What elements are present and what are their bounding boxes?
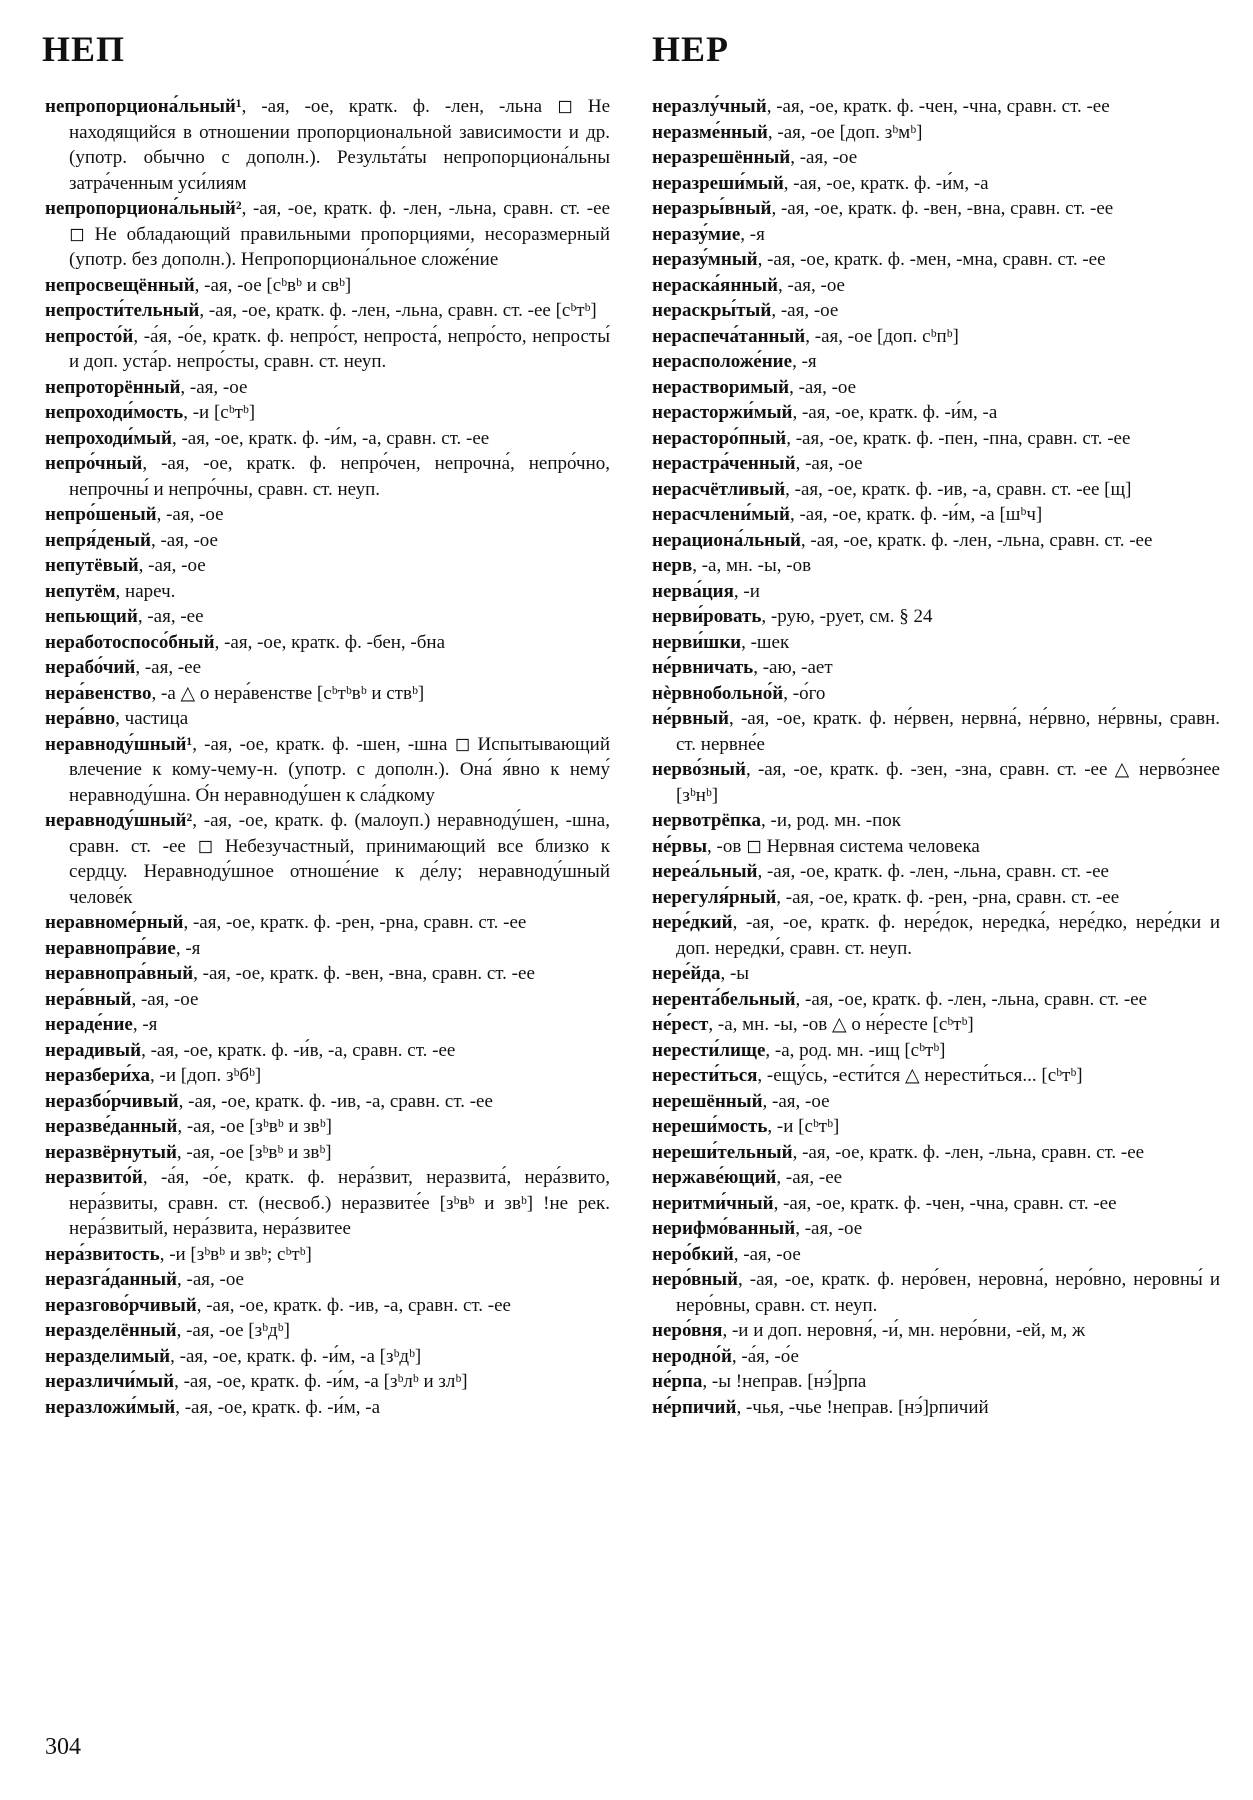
dictionary-entry bbox=[45, 1114, 610, 1140]
entry-headword: нерешённый bbox=[652, 1090, 763, 1112]
dictionary-entry bbox=[45, 1293, 610, 1319]
entry-body: , -и и доп. неровня́, -и́, мн. неро́вни, -ей, м, ж bbox=[722, 1320, 1086, 1341]
entry-body: , -ая, -ое [доп. зᵇмᵇ] bbox=[767, 121, 923, 143]
entry-headword: неразме́нный bbox=[652, 121, 768, 143]
dictionary-entry bbox=[652, 1165, 1220, 1191]
entry-body: , -а △ о нера́венстве [сᵇтᵇвᵇ и ствᵇ] bbox=[151, 682, 425, 704]
dictionary-entry bbox=[45, 579, 610, 605]
entry-headword: нервотрёпка bbox=[652, 810, 761, 831]
dictionary-entry bbox=[45, 706, 610, 732]
entry-headword: неразвито́й bbox=[45, 1167, 143, 1188]
entry-body: , -ая, -ее bbox=[137, 606, 204, 627]
entry-headword: неразга́данный bbox=[45, 1269, 177, 1290]
entry-headword: нереа́льный bbox=[652, 861, 758, 882]
entry-headword: неразлу́чный bbox=[652, 96, 767, 117]
entry-body: , -а́я, -о́е, кратк. ф. непро́ст, непроста́, непро́сто, непросты́ и доп. уста́р. непро́сты, сравн. ст. неуп. bbox=[69, 325, 610, 372]
entry-body: , -а, мн. -ы, -ов △ о не́ресте [сᵇтᵇ] bbox=[708, 1014, 974, 1035]
dictionary-entry bbox=[652, 1216, 1220, 1242]
entry-body: , -ая, -ое, кратк. ф. -вен, -вна, сравн. ст. -ее bbox=[771, 198, 1114, 219]
entry-body: , -и bbox=[733, 580, 760, 602]
entry-body: , нареч. bbox=[115, 580, 176, 602]
entry-headword: неразделённый bbox=[45, 1320, 177, 1341]
dictionary-entry bbox=[45, 324, 610, 375]
dictionary-entry bbox=[652, 1012, 1220, 1038]
entry-body: , -ая, -ое, кратк. ф. -и́м, -а [шᵇч] bbox=[789, 504, 1043, 525]
dictionary-entry bbox=[45, 936, 610, 962]
entry-headword: нераскры́тый bbox=[652, 300, 772, 321]
entry-body: , -ая, -ое, кратк. ф. непро́чен, непрочна́, непро́чно, непрочны́ и непро́чны, сравн. ст. неуп. bbox=[69, 453, 610, 500]
dictionary-entry bbox=[45, 1038, 610, 1064]
dictionary-entry bbox=[45, 196, 610, 273]
entry-body: , -ая, -ое, кратк. ф. -лен, -льна ◻ Не находящийся в отношении пропорциональной зависимости и др. (употр. обычно с дополн.). Результа́ты непропорциона́льны затра́ченным уси́лиям bbox=[69, 96, 610, 194]
entry-headword: неритми́чный bbox=[652, 1192, 774, 1214]
entry-body: , -ая, -ое, кратк. ф. -и́м, -а bbox=[783, 172, 989, 194]
entry-body: , -ая, -ее bbox=[135, 657, 202, 678]
entry-headword: непропорциона́льный² bbox=[45, 198, 242, 219]
page-header-right: НЕР bbox=[652, 29, 730, 69]
entry-headword: неразреши́мый bbox=[652, 172, 784, 194]
entry-body: , -ая, -ое, кратк. ф. -бен, -бна bbox=[214, 631, 446, 653]
dictionary-entry bbox=[652, 961, 1220, 987]
dictionary-entry bbox=[45, 1012, 610, 1038]
entry-headword: неродно́й bbox=[652, 1345, 732, 1367]
entry-headword: нерасторжи́мый bbox=[652, 402, 793, 423]
dictionary-entry bbox=[45, 94, 610, 196]
entry-headword: не́рвный bbox=[652, 708, 729, 729]
entry-body: , -рую, -рует, см. § 24 bbox=[761, 606, 933, 627]
dictionary-entry bbox=[45, 426, 610, 452]
entry-headword: неравнопра́вный bbox=[45, 963, 194, 984]
entry-body: , -ая, -ое [доп. сᵇпᵇ] bbox=[805, 325, 959, 347]
entry-body: , -ая, -ое, кратк. ф. -лен, -льна, сравн. ст. -ее ◻ Не обладающий правильными пропорциями, несоразмерный (употр. без дополн.). Непропорциона́льное сложе́ние bbox=[69, 198, 610, 270]
dictionary-entry bbox=[45, 655, 610, 681]
entry-headword: непутёвый bbox=[45, 555, 139, 576]
entry-headword: непропорциона́льный¹ bbox=[45, 96, 242, 117]
dictionary-entry bbox=[652, 273, 1220, 299]
entry-headword: нержаве́ющий bbox=[652, 1167, 777, 1188]
entry-headword: нера́вно bbox=[45, 708, 116, 729]
left-column bbox=[45, 94, 610, 1420]
entry-body: , -ая, -ое, кратк. ф. -рен, -рна, сравн. ст. -ее bbox=[183, 912, 527, 933]
entry-headword: нерегуля́рный bbox=[652, 886, 777, 908]
entry-body: , -ая, -ее bbox=[776, 1167, 843, 1188]
dictionary-entry bbox=[652, 1395, 1220, 1421]
entry-body: , -ая, -ое bbox=[150, 529, 218, 551]
entry-headword: нере́йда bbox=[652, 963, 721, 984]
entry-body: , -ая, -ое, кратк. ф. -зен, -зна, сравн. ст. -ее △ нерво́знее [зᵇнᵇ] bbox=[676, 759, 1220, 806]
entry-body: , -я bbox=[740, 223, 765, 245]
entry-headword: нерасчётливый bbox=[652, 478, 786, 500]
entry-headword: нераска́янный bbox=[652, 274, 778, 296]
entry-body: , -ая, -ое, кратк. ф. нере́док, нередка́, нере́дко, нере́дки и доп. нередки́, сравн. ст. неуп. bbox=[676, 912, 1220, 959]
entry-headword: непро́чный bbox=[45, 453, 143, 474]
dictionary-entry bbox=[45, 961, 610, 987]
entry-body: , -ая, -ое bbox=[789, 376, 857, 398]
dictionary-entry bbox=[45, 1089, 610, 1115]
entry-body: , -ая, -ое bbox=[156, 504, 224, 525]
entry-body: , -чья, -чье !неправ. [нэ́]рпичий bbox=[736, 1396, 989, 1418]
dictionary-entry bbox=[652, 630, 1220, 656]
entry-body: , -а́я, -о́е, кратк. ф. нера́звит, неразвита́, нера́звито, нера́звиты, сравн. ст. (несвоб.) неразвите́е [зᵇвᵇ и звᵇ] !не рек. нера́звитый, нера́звита, нера́звитее bbox=[69, 1167, 610, 1239]
dictionary-entry bbox=[45, 1344, 610, 1370]
entry-body: , -ая, -ое, кратк. ф. -мен, -мна, сравн. ст. -ее bbox=[757, 249, 1106, 270]
entry-headword: нерадивый bbox=[45, 1039, 142, 1061]
entry-headword: нерасторо́пный bbox=[652, 427, 787, 449]
page-header-left: НЕП bbox=[42, 29, 126, 69]
entry-body: , -я bbox=[792, 351, 817, 372]
entry-body: , -и [зᵇвᵇ и звᵇ; сᵇтᵇ] bbox=[159, 1243, 312, 1265]
entry-headword: нераспеча́танный bbox=[652, 325, 806, 347]
dictionary-entry bbox=[45, 732, 610, 809]
entry-headword: непроторённый bbox=[45, 376, 181, 398]
entry-body: , -и [сᵇтᵇ] bbox=[183, 402, 256, 423]
dictionary-entry bbox=[45, 630, 610, 656]
dictionary-entry bbox=[652, 375, 1220, 401]
dictionary-entry bbox=[652, 1242, 1220, 1268]
entry-headword: непьющий bbox=[45, 606, 138, 627]
dictionary-entry bbox=[652, 426, 1220, 452]
entry-headword: неразличи́мый bbox=[45, 1371, 175, 1392]
entry-headword: неравноме́рный bbox=[45, 912, 184, 933]
dictionary-entry bbox=[45, 400, 610, 426]
entry-headword: неравнопра́вие bbox=[45, 937, 176, 959]
entry-headword: неразгово́рчивый bbox=[45, 1294, 197, 1316]
entry-headword: нереши́мость bbox=[652, 1116, 768, 1137]
entry-body: , -ещу́сь, -ести́тся △ нерести́ться... [сᵇтᵇ] bbox=[757, 1065, 1083, 1086]
entry-headword: нерв bbox=[652, 555, 693, 576]
entry-headword: непутём bbox=[45, 580, 116, 602]
dictionary-entry bbox=[652, 757, 1220, 808]
entry-headword: нерастворимый bbox=[652, 376, 790, 398]
entry-headword: нерви́ровать bbox=[652, 606, 762, 627]
entry-body: , -ая, -ое [зᵇдᵇ] bbox=[176, 1320, 290, 1341]
dictionary-entry bbox=[652, 1344, 1220, 1370]
entry-body: , -ая, -ое bbox=[790, 147, 858, 168]
dictionary-entry bbox=[652, 477, 1220, 503]
dictionary-entry bbox=[45, 1267, 610, 1293]
dictionary-entry bbox=[45, 681, 610, 707]
entry-body: , -и [сᵇтᵇ] bbox=[767, 1116, 840, 1137]
dictionary-entry bbox=[652, 910, 1220, 961]
entry-body: , -ая, -ое, кратк. ф. -и́м, -а, сравн. ст. -ее bbox=[171, 427, 490, 449]
dictionary-entry bbox=[652, 502, 1220, 528]
dictionary-entry bbox=[652, 1191, 1220, 1217]
page-number: 304 bbox=[45, 1734, 81, 1760]
dictionary-entry bbox=[45, 604, 610, 630]
entry-body: , -я bbox=[175, 937, 201, 959]
entry-headword: нерента́бельный bbox=[652, 988, 796, 1010]
entry-headword: нерво́зный bbox=[652, 759, 746, 780]
dictionary-entry bbox=[45, 1165, 610, 1242]
entry-headword: неразрешённый bbox=[652, 147, 791, 168]
entry-body: , -ы !неправ. [нэ́]рпа bbox=[702, 1371, 867, 1392]
entry-headword: неро́вня bbox=[652, 1320, 723, 1341]
entry-body: , -ы bbox=[720, 963, 750, 984]
dictionary-entry bbox=[652, 1369, 1220, 1395]
entry-body: , -шек bbox=[741, 631, 790, 653]
entry-headword: неразложи́мый bbox=[45, 1396, 176, 1418]
entry-body: , -ая, -ое, кратк. ф. -ив, -а, сравн. ст. -ее [щ] bbox=[785, 478, 1132, 500]
entry-body: , -ая, -ое, кратк. ф. -вен, -вна, сравн. ст. -ее bbox=[193, 963, 535, 984]
entry-body: , -ая, -ое bbox=[177, 1269, 244, 1290]
dictionary-entry bbox=[652, 349, 1220, 375]
entry-headword: непро́шеный bbox=[45, 504, 157, 525]
entry-body: , -о́го bbox=[783, 682, 826, 704]
entry-body: , -ов ◻ Нервная система человека bbox=[707, 835, 980, 857]
entry-body: , -ая, -ое, кратк. ф. (малоуп.) неравноду́шен, -шна, сравн. ст. -ее ◻ Небезучастный, принимающий все близко к сердцу. Неравноду́шное отноше́ние к де́лу; неравноду́шный челове́к bbox=[69, 810, 610, 908]
entry-body: , -ая, -ое, кратк. ф. -лен, -льна, сравн. ст. -ее bbox=[757, 861, 1109, 882]
entry-body: , -ая, -ое, кратк. ф. -пен, -пна, сравн. ст. -ее bbox=[786, 427, 1131, 449]
entry-headword: нерести́ться bbox=[652, 1065, 758, 1086]
entry-body: , -ая, -ое, кратк. ф. -ив, -а, сравн. ст. -ее bbox=[196, 1294, 511, 1316]
entry-headword: неро́вный bbox=[652, 1269, 738, 1290]
entry-body: , -ая, -ое bbox=[138, 555, 206, 576]
dictionary-entry bbox=[45, 298, 610, 324]
dictionary-entry bbox=[45, 1063, 610, 1089]
entry-body: , -ая, -ое [зᵇвᵇ и звᵇ] bbox=[176, 1141, 332, 1163]
entry-headword: неравноду́шный² bbox=[45, 810, 193, 831]
entry-headword: неразу́мный bbox=[652, 249, 758, 270]
entry-headword: нерифмо́ванный bbox=[652, 1218, 796, 1239]
dictionary-entry bbox=[45, 502, 610, 528]
entry-headword: неразделимый bbox=[45, 1345, 171, 1367]
dictionary-entry bbox=[652, 324, 1220, 350]
dictionary-entry bbox=[652, 834, 1220, 860]
dictionary-entry bbox=[652, 528, 1220, 554]
dictionary-entry bbox=[652, 298, 1220, 324]
dictionary-entry bbox=[652, 859, 1220, 885]
entry-body: , -я bbox=[132, 1014, 158, 1035]
dictionary-entry bbox=[652, 247, 1220, 273]
entry-body: , -ая, -ое [зᵇвᵇ и звᵇ] bbox=[177, 1116, 332, 1137]
dictionary-entry bbox=[45, 273, 610, 299]
entry-headword: нѐрвнобольно́й bbox=[652, 682, 784, 704]
dictionary-entry bbox=[45, 910, 610, 936]
dictionary-entry bbox=[652, 655, 1220, 681]
entry-headword: нера́звитость bbox=[45, 1243, 160, 1265]
dictionary-entry bbox=[652, 1089, 1220, 1115]
dictionary-entry bbox=[652, 222, 1220, 248]
entry-body: , -а́я, -о́е bbox=[731, 1345, 799, 1367]
entry-headword: нерести́лище bbox=[652, 1039, 766, 1061]
entry-body: , -а, род. мн. -ищ [сᵇтᵇ] bbox=[765, 1039, 946, 1061]
entry-headword: неразбери́ха bbox=[45, 1065, 151, 1086]
entry-body: , -аю, -ает bbox=[753, 657, 833, 678]
entry-body: , -ая, -ое, кратк. ф. -чен, -чна, сравн. ст. -ее bbox=[766, 96, 1110, 117]
dictionary-entry bbox=[652, 1063, 1220, 1089]
dictionary-entry bbox=[45, 1369, 610, 1395]
entry-body: , -ая, -ое, кратк. ф. неро́вен, неровна́, неро́вно, неровны́ и неро́вны, сравн. ст. неуп. bbox=[676, 1269, 1220, 1316]
entry-headword: нерви́шки bbox=[652, 631, 742, 653]
dictionary-entry bbox=[45, 1242, 610, 1268]
dictionary-entry bbox=[45, 987, 610, 1013]
dictionary-entry bbox=[652, 1038, 1220, 1064]
entry-body: , -и, род. мн. -пок bbox=[761, 810, 902, 831]
dictionary-entry bbox=[652, 579, 1220, 605]
entry-headword: непроходи́мый bbox=[45, 427, 172, 449]
entry-headword: не́рест bbox=[652, 1014, 709, 1035]
entry-body: , -ая, -ое bbox=[762, 1090, 830, 1112]
entry-headword: не́рпа bbox=[652, 1371, 703, 1392]
entry-headword: неразвёрнутый bbox=[45, 1141, 177, 1163]
entry-body: , -ая, -ое bbox=[795, 1218, 863, 1239]
entry-body: , -ая, -ое, кратк. ф. -шен, -шна ◻ Испытывающий влечение к кому-чему-н. (употр. с дополн.). Она́ я́вно к нему́ неравноду́шна. О́н неравноду́шен к сла́дкому bbox=[69, 733, 610, 806]
entry-headword: непрости́тельный bbox=[45, 300, 200, 321]
dictionary-entry bbox=[45, 451, 610, 502]
entry-headword: нерастра́ченный bbox=[652, 453, 796, 474]
entry-headword: неразры́вный bbox=[652, 198, 772, 219]
entry-body: , -ая, -ое bbox=[778, 274, 845, 296]
entry-headword: нерва́ция bbox=[652, 580, 734, 602]
entry-headword: нере́дкий bbox=[652, 912, 733, 933]
dictionary-entry bbox=[45, 375, 610, 401]
entry-body: , -ая, -ое, кратк. ф. -чен, -чна, сравн. ст. -ее bbox=[773, 1192, 1117, 1214]
dictionary-entry bbox=[45, 528, 610, 554]
dictionary-entry bbox=[652, 1140, 1220, 1166]
dictionary-entry bbox=[652, 987, 1220, 1013]
entry-headword: нера́вный bbox=[45, 988, 132, 1010]
entry-headword: непросто́й bbox=[45, 325, 134, 347]
dictionary-entry bbox=[652, 1318, 1220, 1344]
entry-body: , -ая, -ое [сᵇвᵇ и свᵇ] bbox=[194, 274, 352, 296]
entry-headword: не́рвы bbox=[652, 835, 708, 857]
entry-headword: нереши́тельный bbox=[652, 1141, 793, 1163]
dictionary-entry bbox=[652, 1114, 1220, 1140]
entry-headword: неразве́данный bbox=[45, 1116, 178, 1137]
entry-body: , -ая, -ое, кратк. ф. -лен, -льна, сравн. ст. -ее [сᵇтᵇ] bbox=[199, 300, 597, 321]
entry-headword: непросвещённый bbox=[45, 274, 195, 296]
entry-headword: неразбо́рчивый bbox=[45, 1090, 179, 1112]
entry-headword: неразу́мие bbox=[652, 223, 741, 245]
dictionary-entry bbox=[45, 1318, 610, 1344]
entry-body: , -ая, -ое, кратк. ф. -и́м, -а bbox=[175, 1396, 381, 1418]
entry-headword: нерабо́чий bbox=[45, 657, 136, 678]
dictionary-entry bbox=[652, 196, 1220, 222]
dictionary-entry bbox=[652, 400, 1220, 426]
entry-headword: нерациона́льный bbox=[652, 529, 801, 551]
entry-body: , -ая, -ое bbox=[180, 376, 248, 398]
dictionary-entry bbox=[652, 145, 1220, 171]
entry-body: , -ая, -ое, кратк. ф. -и́м, -а [зᵇдᵇ] bbox=[170, 1345, 422, 1367]
entry-body: , -ая, -ое, кратк. ф. -и́в, -а, сравн. ст. -ее bbox=[141, 1039, 456, 1061]
entry-body: , -ая, -ое, кратк. ф. -рен, -рна, сравн. ст. -ее bbox=[776, 886, 1120, 908]
dictionary-entry bbox=[652, 706, 1220, 757]
entry-headword: нераде́ние bbox=[45, 1014, 133, 1035]
entry-body: , -ая, -ое, кратк. ф. -лен, -льна, сравн. ст. -ее bbox=[795, 988, 1148, 1010]
entry-body: , -а, мн. -ы, -ов bbox=[692, 555, 812, 576]
entry-body: , частица bbox=[115, 708, 189, 729]
entry-body: , -ая, -ое, кратк. ф. -лен, -льна, сравн. ст. -ее bbox=[800, 529, 1153, 551]
entry-headword: не́рвничать bbox=[652, 657, 754, 678]
entry-headword: непроходи́мость bbox=[45, 402, 184, 423]
dictionary-entry bbox=[652, 604, 1220, 630]
dictionary-entry bbox=[652, 451, 1220, 477]
entry-headword: непря́деный bbox=[45, 529, 151, 551]
right-column bbox=[652, 94, 1220, 1420]
dictionary-entry bbox=[652, 120, 1220, 146]
entry-headword: неравноду́шный¹ bbox=[45, 733, 193, 755]
dictionary-entry bbox=[45, 808, 610, 910]
dictionary-entry bbox=[652, 553, 1220, 579]
dictionary-entry bbox=[45, 1395, 610, 1421]
dictionary-entry bbox=[652, 681, 1220, 707]
dictionary-entry bbox=[652, 171, 1220, 197]
entry-headword: неро́бкий bbox=[652, 1243, 734, 1265]
entry-body: , -ая, -ое, кратк. ф. -лен, -льна, сравн. ст. -ее bbox=[792, 1141, 1145, 1163]
entry-body: , -ая, -ое bbox=[131, 988, 199, 1010]
entry-headword: не́рпичий bbox=[652, 1396, 737, 1418]
dictionary-entry bbox=[652, 885, 1220, 911]
entry-body: , -ая, -ое, кратк. ф. -ив, -а, сравн. ст. -ее bbox=[178, 1090, 493, 1112]
entry-body: , -ая, -ое bbox=[795, 453, 863, 474]
dictionary-entry bbox=[652, 1267, 1220, 1318]
dictionary-entry bbox=[652, 808, 1220, 834]
entry-body: , -ая, -ое bbox=[733, 1243, 801, 1265]
entry-headword: неработоспосо́бный bbox=[45, 631, 215, 653]
entry-headword: нерасчлени́мый bbox=[652, 504, 790, 525]
entry-body: , -ая, -ое, кратк. ф. не́рвен, нервна́, не́рвно, не́рвны, сравн. ст. нервне́е bbox=[676, 708, 1220, 755]
entry-body: , -ая, -ое bbox=[771, 300, 839, 321]
entry-body: , -и [доп. зᵇбᵇ] bbox=[150, 1065, 262, 1086]
dictionary-entry bbox=[652, 94, 1220, 120]
entry-headword: нерасположе́ние bbox=[652, 351, 793, 372]
entry-headword: нера́венство bbox=[45, 682, 152, 704]
entry-body: , -ая, -ое, кратк. ф. -и́м, -а bbox=[792, 402, 998, 423]
dictionary-entry bbox=[45, 1140, 610, 1166]
dictionary-entry bbox=[45, 553, 610, 579]
entry-body: , -ая, -ое, кратк. ф. -и́м, -а [зᵇлᵇ и злᵇ] bbox=[174, 1371, 468, 1392]
